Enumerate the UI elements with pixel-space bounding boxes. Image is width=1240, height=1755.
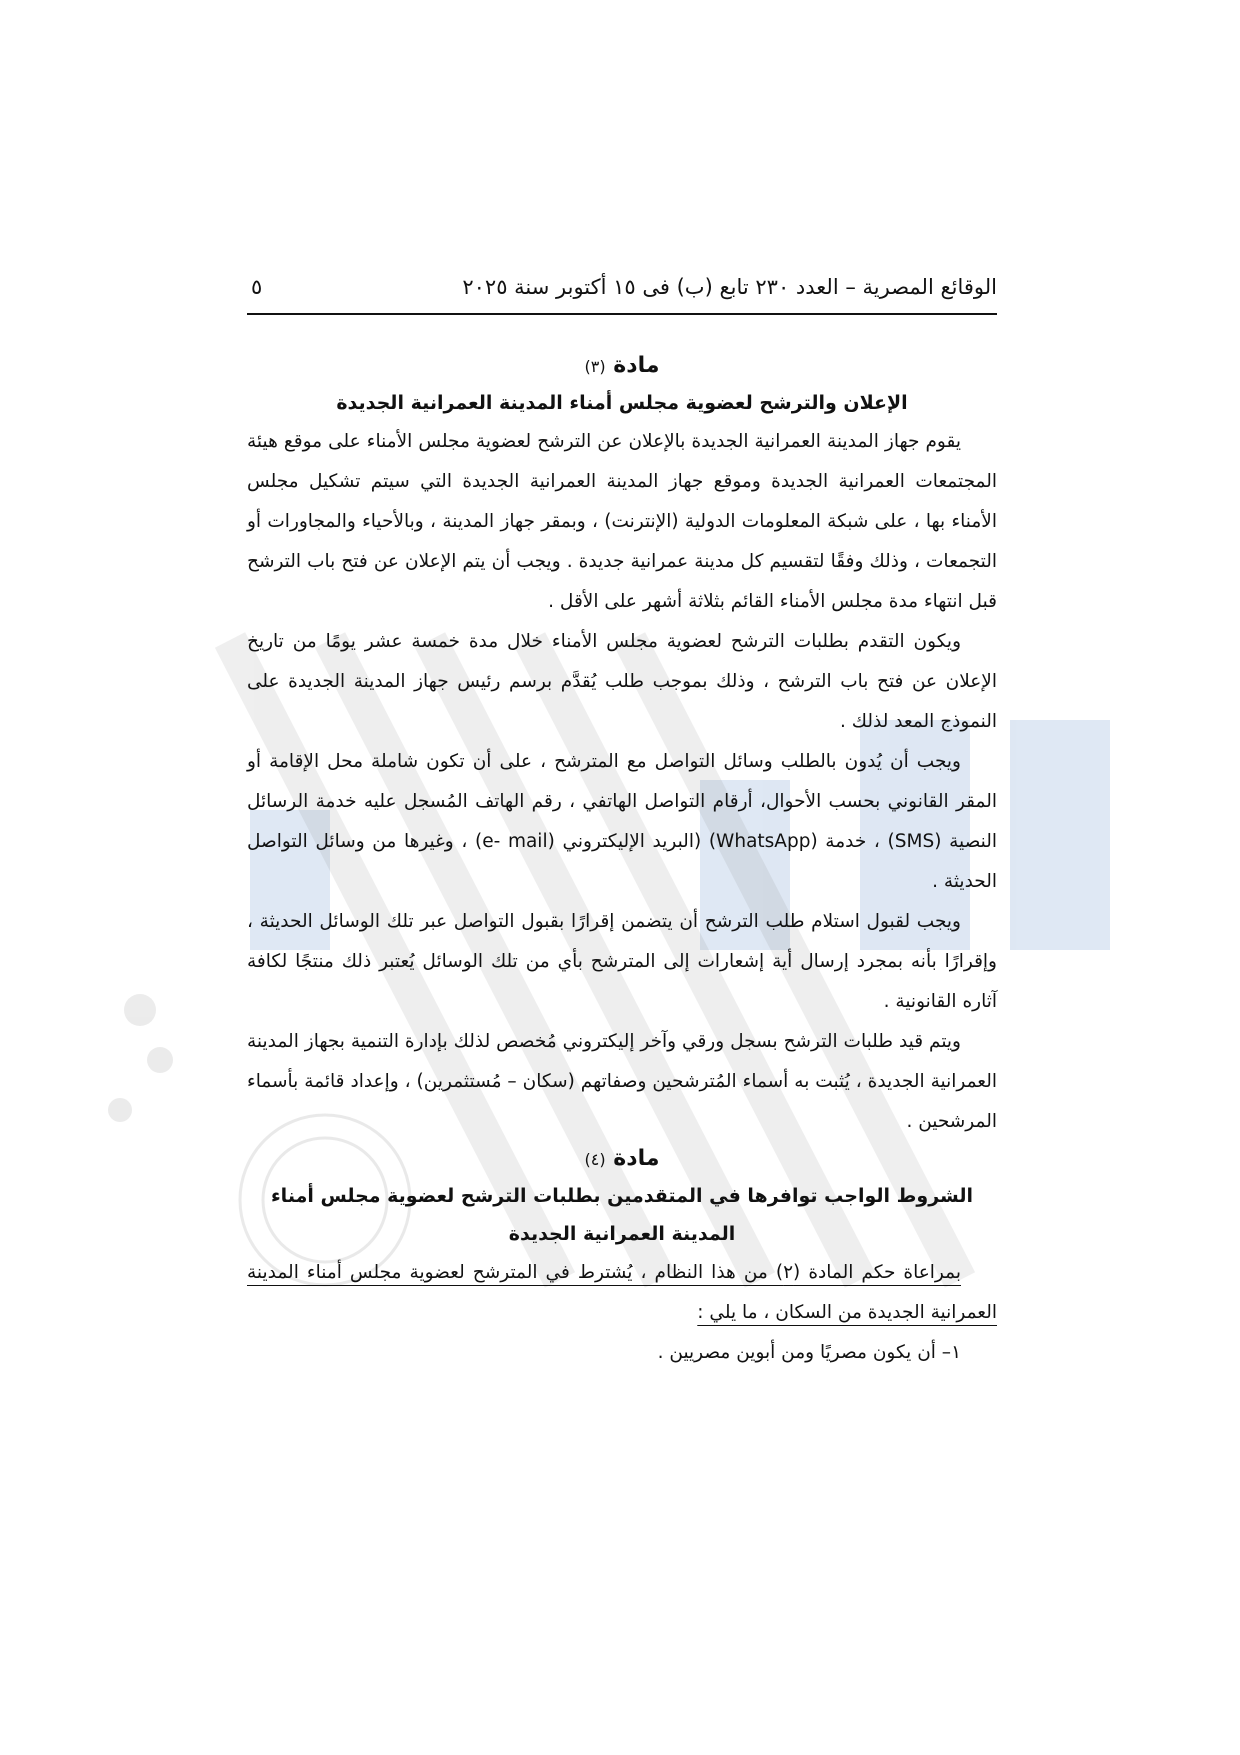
article-4-intro [247,1253,997,1333]
article-3-paragraph-1: يقوم جهاز المدينة العمرانية الجديدة بالإعلان عن الترشح لعضوية مجلس الأمناء على موقع هيئة المجتمعات العمرانية الجديدة وموقع جهاز المدينة العمرانية الجديدة التي سيتم تشكيل مجلس الأمناء بها ، على شبكة المعلومات الدولية (الإنترنت) ، وبمقر جهاز المدينة ، وبالأحياء والمجاورات أو التجمعات ، وذلك وفقًا لتقسيم كل مدينة عمرانية جديدة . ويجب أن يتم الإعلان عن فتح باب الترشح قبل انتهاء مدة مجلس الأمناء القائم بثلاثة أشهر على الأقل . [247,431,997,612]
article-4-intro-text: بمراعاة حكم المادة (٢) من هذا النظام ، يُشترط في المترشح لعضوية مجلس أمناء المدينة العمرانية الجديدة من السكان ، ما يلي : [247,1262,997,1323]
article-4-word: مادة [613,1146,660,1171]
article-3-paragraph-5: ويتم قيد طلبات الترشح بسجل ورقي وآخر إليكتروني مُخصص لذلك بإدارة التنمية بجهاز المدينة العمرانية الجديدة ، يُثبت به أسماء المُترشحين وصفاتهم (سكان – مُستثمرين) ، وإعداد قائمة بأسماء المرشحين . [247,1031,997,1132]
article-3-number: (٣) [584,357,606,376]
gazette-header [247,275,997,315]
article-3-paragraph-3: ويجب أن يُدون بالطلب وسائل التواصل مع المترشح ، على أن تكون شاملة محل الإقامة أو المقر القانوني بحسب الأحوال، أرقام التواصل الهاتفي ، رقم الهاتف المُسجل عليه خدمة الرسائل النصية (SMS) ، خدمة (WhatsApp) (البريد الإليكتروني (e- mail) ، وغيرها من وسائل التواصل الحديثة . [247,751,998,892]
article-4-number: (٤) [584,1150,606,1169]
article-4-item-1: ١– أن يكون مصريًا ومن أبوين مصريين . [657,1342,961,1363]
article-4-title-line-2: المدينة العمرانية الجديدة [508,1223,736,1245]
article-3-paragraph-4: ويجب لقبول استلام طلب الترشح أن يتضمن إقرارًا بقبول التواصل عبر تلك الوسائل الحديثة ، وإقرارًا بأنه بمجرد إرسال أية إشعارات إلى المترشح بأي من تلك الوسائل يُعتبر ذلك منتجًا لكافة آثاره القانونية . [247,911,997,1012]
article-3-word: مادة [613,353,660,378]
article-3-title: الإعلان والترشح لعضوية مجلس أمناء المدينة العمرانية الجديدة [336,392,908,414]
page-number: ٥ [251,275,263,299]
document-page [247,275,997,1373]
article-3-paragraph-2: ويكون التقدم بطلبات الترشح لعضوية مجلس الأمناء خلال مدة خمسة عشر يومًا من تاريخ الإعلان عن فتح باب الترشح ، وذلك بموجب طلب يُقدَّم برسم رئيس جهاز المدينة الجديدة على النموذج المعد لذلك . [247,631,997,732]
article-3-heading [247,349,997,384]
article-4-title-line-1: الشروط الواجب توافرها في المتقدمين بطلبات الترشح لعضوية مجلس أمناء [270,1185,974,1207]
article-4-heading [247,1142,997,1177]
header-title: الوقائع المصرية – العدد ٢٣٠ تابع (ب) فى ١٥ أكتوبر سنة ٢٠٢٥ [462,275,997,299]
